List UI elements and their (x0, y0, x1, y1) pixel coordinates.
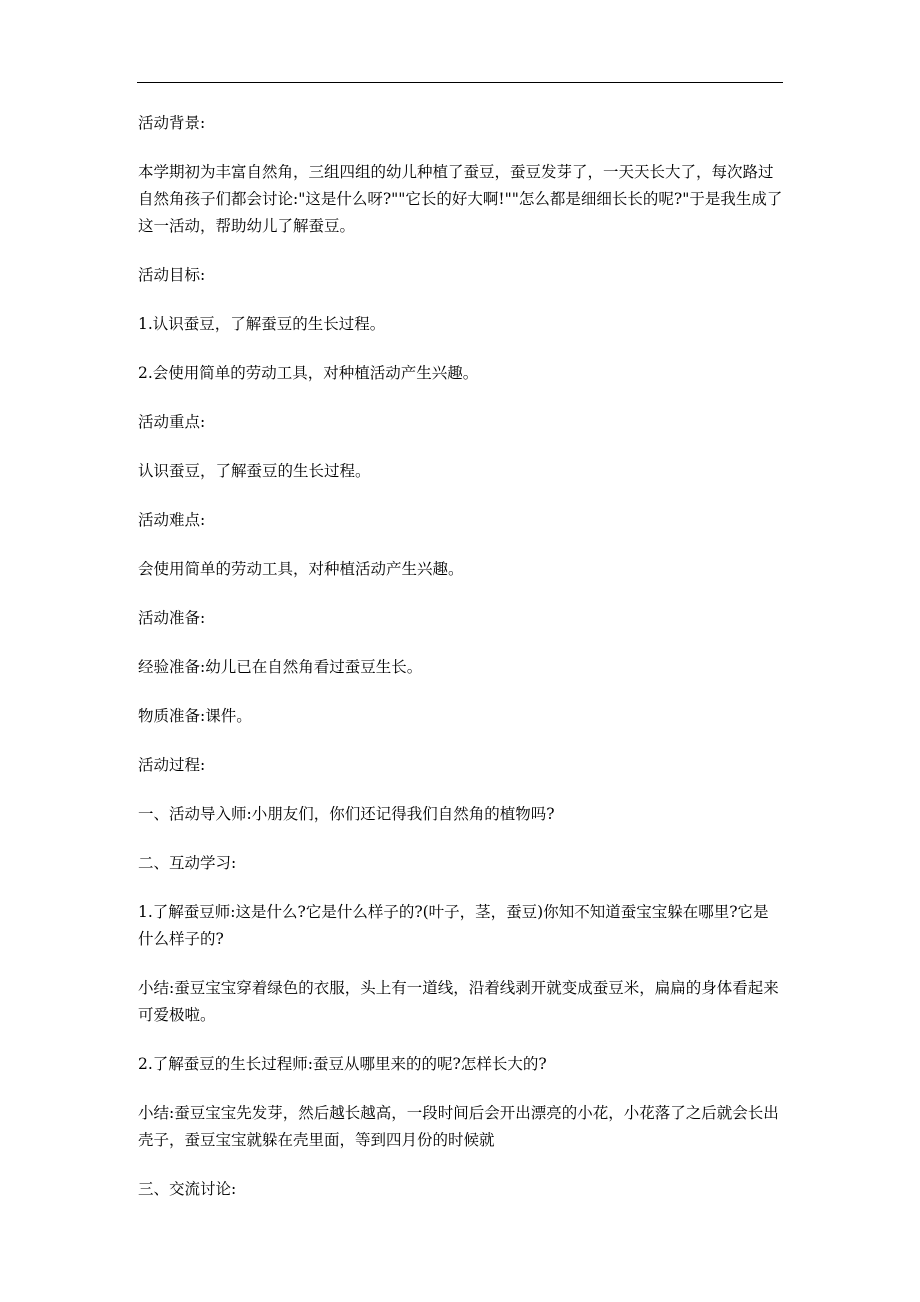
goal-item-1: 1.认识蚕豆，了解蚕豆的生长过程。 (138, 315, 386, 333)
heading-background: 活动背景: (138, 114, 206, 132)
paragraph-experience-prep: 经验准备:幼儿已在自然角看过蚕豆生长。 (138, 658, 423, 676)
process-sub-2: 2.了解蚕豆的生长过程师:蚕豆从哪里来的的呢?怎样长大的? (138, 1055, 547, 1073)
process-step-3: 三、交流讨论: (138, 1180, 237, 1198)
heading-process: 活动过程: (138, 756, 206, 774)
process-step-2: 二、互动学习: (138, 854, 237, 872)
heading-preparation: 活动准备: (138, 609, 206, 627)
process-sub-1: 1.了解蚕豆师:这是什么?它是什么样子的?(叶子，茎，蚕豆)你知不知道蚕宝宝躲在哪里?它是什么样子的? (138, 903, 769, 948)
goal-item-2: 2.会使用简单的劳动工具，对种植活动产生兴趣。 (138, 364, 479, 382)
paragraph-background: 本学期初为丰富自然角，三组四组的幼儿种植了蚕豆，蚕豆发芽了，一天天长大了，每次路过自然角孩子们都会讨论:"这是什么呀?""它长的好大啊!""怎么都是细细长长的呢?"于是我生成了这一活动，帮助幼儿了解蚕豆。 (138, 163, 783, 235)
paragraph-key-points: 认识蚕豆，了解蚕豆的生长过程。 (138, 462, 371, 480)
process-step-1: 一、活动导入师:小朋友们，你们还记得我们自然角的植物吗? (138, 805, 555, 823)
summary-1: 小结:蚕豆宝宝穿着绿色的衣服，头上有一道线，沿着线剥开就变成蚕豆米，扁扁的身体看起来可爱极啦。 (138, 979, 779, 1024)
paragraph-material-prep: 物质准备:课件。 (138, 707, 252, 725)
header-rule (137, 82, 783, 83)
heading-goals: 活动目标: (138, 266, 206, 284)
paragraph-difficulties: 会使用简单的劳动工具，对种植活动产生兴趣。 (138, 560, 464, 578)
document-body (138, 110, 784, 1225)
heading-difficulties: 活动难点: (138, 511, 206, 529)
heading-key-points: 活动重点: (138, 413, 206, 431)
summary-2: 小结:蚕豆宝宝先发芽，然后越长越高，一段时间后会开出漂亮的小花，小花落了之后就会长出壳子，蚕豆宝宝就躲在壳里面，等到四月份的时候就 (138, 1104, 779, 1149)
